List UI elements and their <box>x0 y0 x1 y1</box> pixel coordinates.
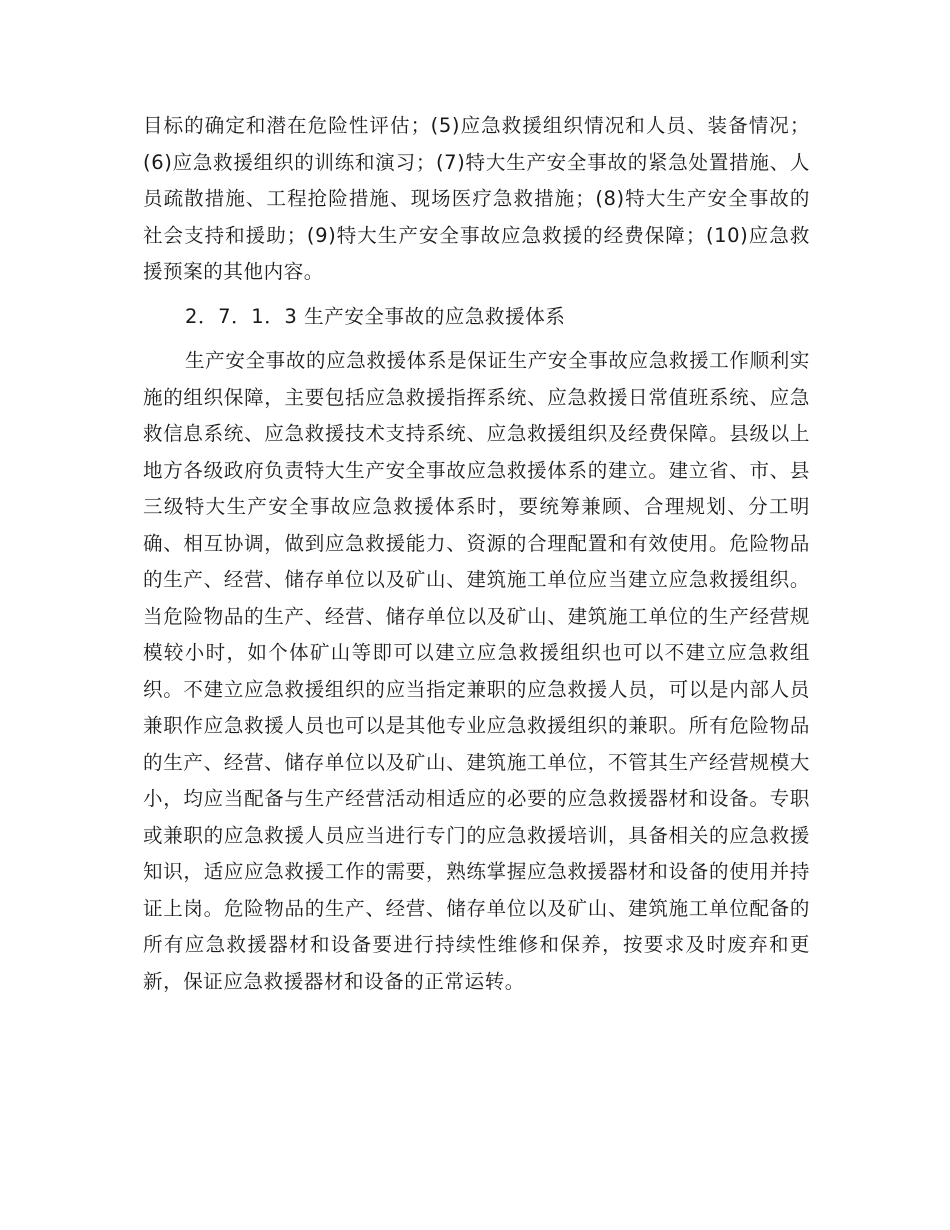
paragraph-continued-plan-contents: 目标的确定和潜在危险性评估；(5)应急救援组织情况和人员、装备情况；(6)应急救援组织的训练和演习；(7)特大生产安全事故的紧急处置措施、人员疏散措施、工程抢险措施、现场医疗急救措施；(8)特大生产安全事故的社会支持和援助；(9)特大生产安全事故应急救援的经费保障；(10)应急救援预案的其他内容。 <box>143 114 810 283</box>
document-body <box>143 108 810 1000</box>
paragraph-rescue-system: 生产安全事故的应急救援体系是保证生产安全事故应急救援工作顺利实施的组织保障，主要包括应急救援指挥系统、应急救援日常值班系统、应急救信息系统、应急救援技术支持系统、应急救援组织及经费保障。县级以上地方各级政府负责特大生产安全事故应急救援体系的建立。建立省、市、县三级特大生产安全事故应急救援体系时，要统筹兼顾、合理规划、分工明确、相互协调，做到应急救援能力、资源的合理配置和有效使用。危险物品的生产、经营、储存单位以及矿山、建筑施工单位应当建立应急救援组织。当危险物品的生产、经营、储存单位以及矿山、建筑施工单位的生产经营规模较小时，如个体矿山等即可以建立应急救援组织也可以不建立应急救组织。不建立应急救援组织的应当指定兼职的应急救援人员，可以是内部人员兼职作应急救援人员也可以是其他专业应急救援组织的兼职。所有危险物品的生产、经营、储存单位以及矿山、建筑施工单位，不管其生产经营规模大小，均应当配备与生产经营活动相适应的必要的应急救援器材和设备。专职或兼职的应急救援人员应当进行专门的应急救援培训，具备相关的应急救援知识，适应应急救援工作的需要，熟练掌握应急救援器材和设备的使用并持证上岗。危险物品的生产、经营、储存单位以及矿山、建筑施工单位配备的所有应急救援器材和设备要进行持续性维修和保养，按要求及时废弃和更新，保证应急救援器材和设备的正常运转。 <box>143 349 810 993</box>
section-heading: 2．7．1．3 生产安全事故的应急救援体系 <box>185 304 566 328</box>
